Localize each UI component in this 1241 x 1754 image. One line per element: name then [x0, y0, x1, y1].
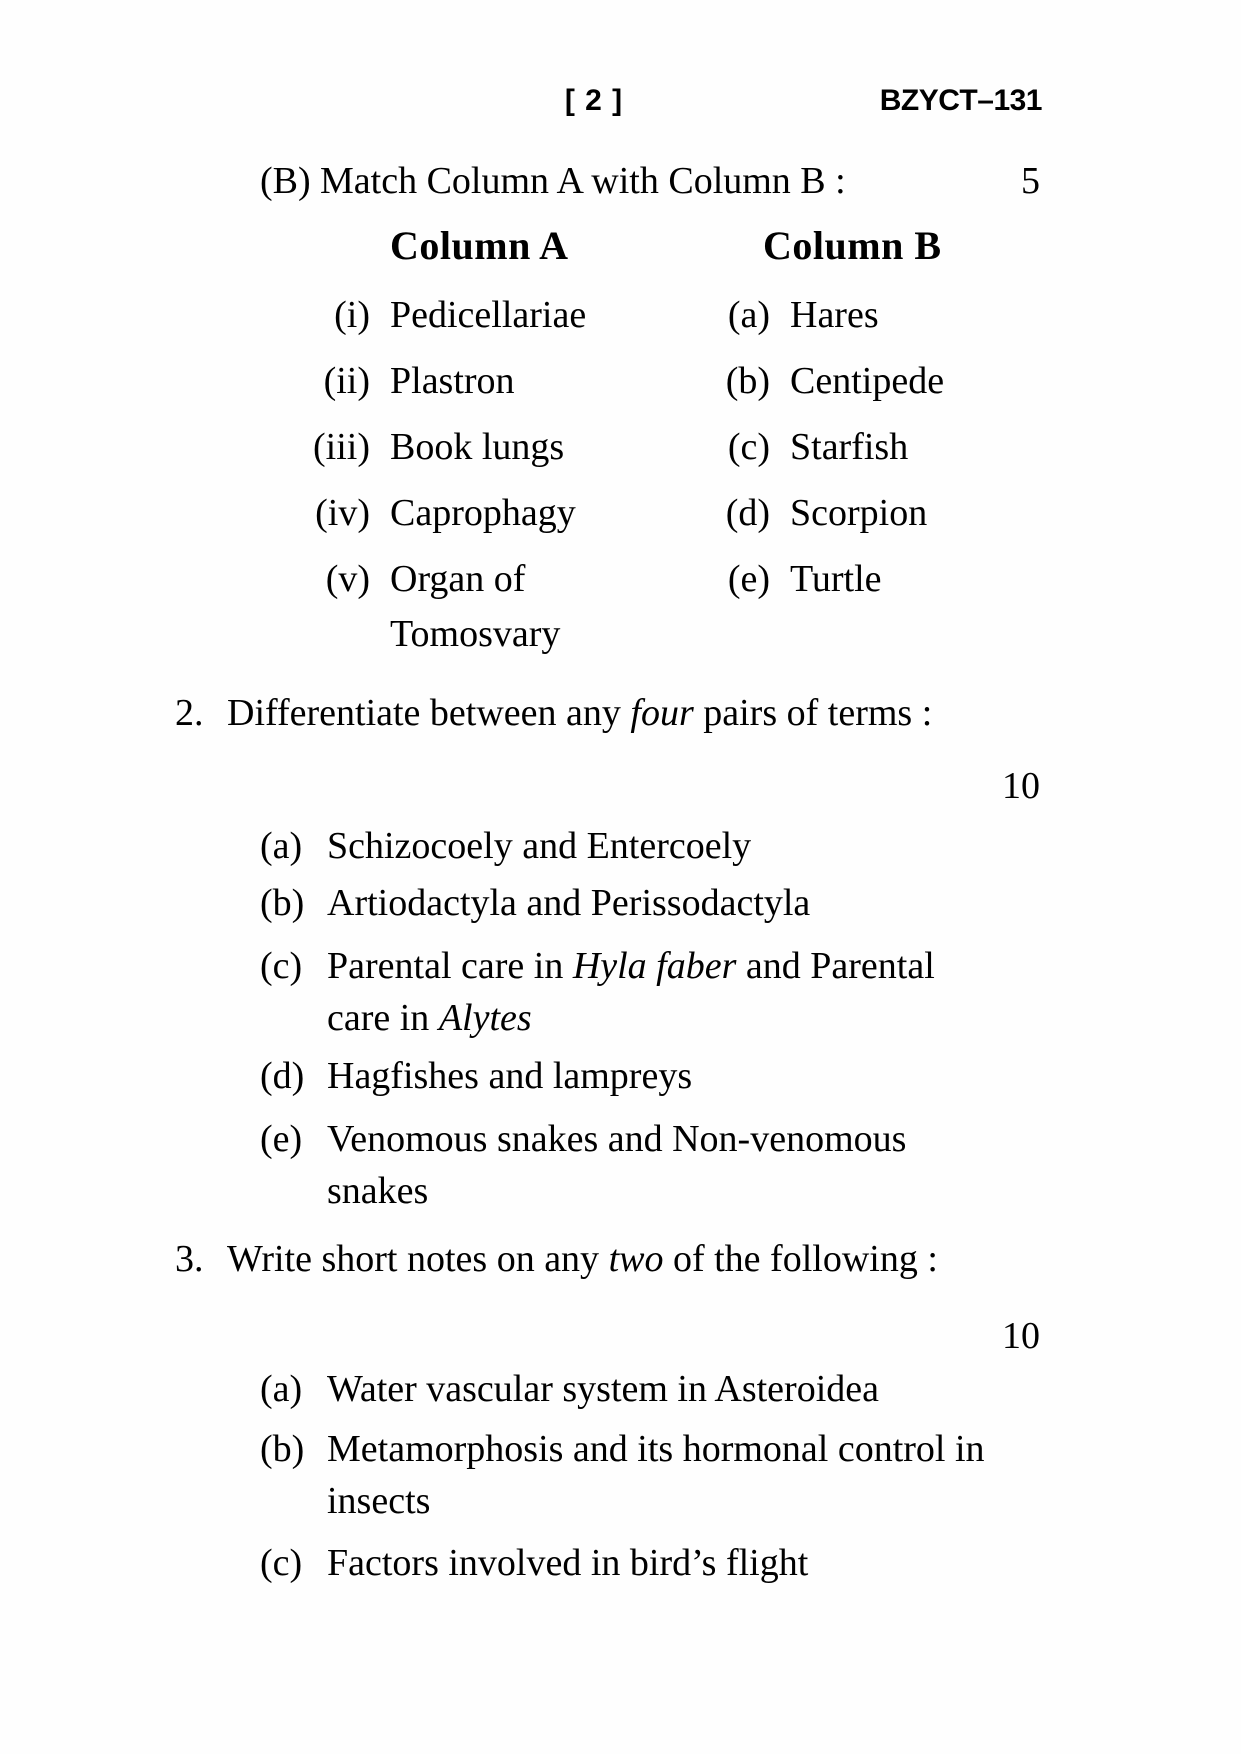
question-item [260, 877, 1040, 929]
match-row [700, 355, 1030, 407]
item-label: (e) [260, 1118, 303, 1160]
item-text: Schizocoely and Entercoely [327, 825, 752, 867]
match-item-number: (b) [725, 360, 770, 402]
match-item-number: (a) [727, 294, 770, 336]
match-item-number: (iv) [315, 492, 370, 534]
question-3-prompt-line [175, 1233, 1040, 1285]
item-text: Water vascular system in Asteroidea [327, 1368, 879, 1410]
question-item [260, 1363, 1040, 1415]
question-item [260, 1113, 1040, 1217]
item-text: Hagfishes and lampreys [327, 1055, 693, 1097]
item-label: (b) [260, 882, 305, 924]
question-2-prompt-line [175, 687, 1040, 739]
column-b-header: Column B [763, 223, 942, 268]
item-label: (c) [260, 1542, 303, 1584]
match-item-text: Plastron [390, 360, 515, 402]
question-3-marks: 10 [1002, 1315, 1040, 1357]
match-item-number: (e) [727, 558, 770, 600]
item-label: (a) [260, 825, 303, 867]
question-item [260, 1537, 1040, 1589]
match-item-text: Centipede [790, 360, 945, 402]
item-text-line2: insects [327, 1480, 431, 1522]
question-item [260, 1423, 1040, 1527]
question-number: 2. [175, 692, 204, 734]
match-item-text [390, 553, 560, 663]
column-b-list [700, 289, 1030, 619]
match-item-text: Caprophagy [390, 492, 576, 534]
match-item-number: (c) [727, 426, 770, 468]
match-item-text: Scorpion [790, 492, 928, 534]
match-row [700, 553, 1030, 605]
match-item-number: (iii) [313, 426, 370, 468]
part-b-prompt: Match Column A with Column B : [320, 160, 846, 202]
item-text [327, 1423, 1040, 1527]
match-row [700, 487, 1030, 539]
question-prompt [227, 1233, 938, 1285]
question-item [260, 1050, 1040, 1102]
question-prompt [227, 687, 932, 739]
item-text-line1 [327, 945, 935, 987]
question-item [260, 820, 1040, 872]
question-item [260, 940, 1040, 1044]
species-name: Hyla faber [572, 945, 737, 987]
prompt-emphasis: four [630, 692, 694, 734]
prompt-emphasis: two [608, 1238, 664, 1280]
item-text [327, 940, 1040, 1044]
match-row [700, 289, 1030, 341]
match-item-text: Turtle [790, 558, 882, 600]
column-a-list [300, 289, 630, 677]
item-label: (b) [260, 1428, 305, 1470]
item-text-line1: Venomous snakes and Non-venomous [327, 1118, 907, 1160]
text-part: Parental care in [327, 945, 573, 987]
item-text-line2: snakes [327, 1170, 429, 1212]
text-part: care in [327, 997, 439, 1039]
match-row [300, 487, 630, 539]
item-text-line1: Metamorphosis and its hormonal control in [327, 1428, 985, 1470]
match-item-number: (ii) [323, 360, 370, 402]
part-b-prompt-line [260, 155, 1040, 207]
match-row [300, 355, 630, 407]
item-text: Artiodactyla and Perissodactyla [327, 882, 811, 924]
item-label: (c) [260, 945, 303, 987]
prompt-text: Write short notes on any [227, 1238, 609, 1280]
column-a-header: Column A [390, 223, 569, 268]
question-number: 3. [175, 1238, 204, 1280]
match-item-number: (v) [325, 558, 370, 600]
prompt-text: of the following : [663, 1238, 938, 1280]
item-text-line2 [327, 992, 1040, 1044]
match-row [700, 421, 1030, 473]
page-number: [ 2 ] [564, 84, 624, 117]
match-item-text: Pedicellariae [390, 294, 587, 336]
match-row [300, 289, 630, 341]
text-part: and Parental [736, 945, 935, 987]
part-b-label: (B) [260, 160, 311, 202]
match-item-number: (d) [725, 492, 770, 534]
prompt-text: Differentiate between any [227, 692, 631, 734]
prompt-text: pairs of terms : [693, 692, 933, 734]
match-item-text: Hares [790, 294, 879, 336]
item-label: (d) [260, 1055, 305, 1097]
match-item-text-line2: Tomosvary [390, 613, 561, 655]
item-text [327, 1113, 1040, 1217]
item-label: (a) [260, 1368, 303, 1410]
part-b-marks: 5 [1021, 160, 1040, 202]
match-item-number: (i) [334, 294, 370, 336]
match-item-text: Book lungs [390, 426, 565, 468]
species-name: Alytes [438, 997, 532, 1039]
match-item-text: Starfish [790, 426, 909, 468]
course-code: BZYCT–131 [879, 84, 1042, 117]
item-text: Factors involved in bird’s flight [327, 1542, 809, 1584]
question-2-marks: 10 [1002, 765, 1040, 807]
match-row [300, 421, 630, 473]
match-item-text-line1: Organ of [390, 558, 526, 600]
match-row [300, 553, 630, 663]
